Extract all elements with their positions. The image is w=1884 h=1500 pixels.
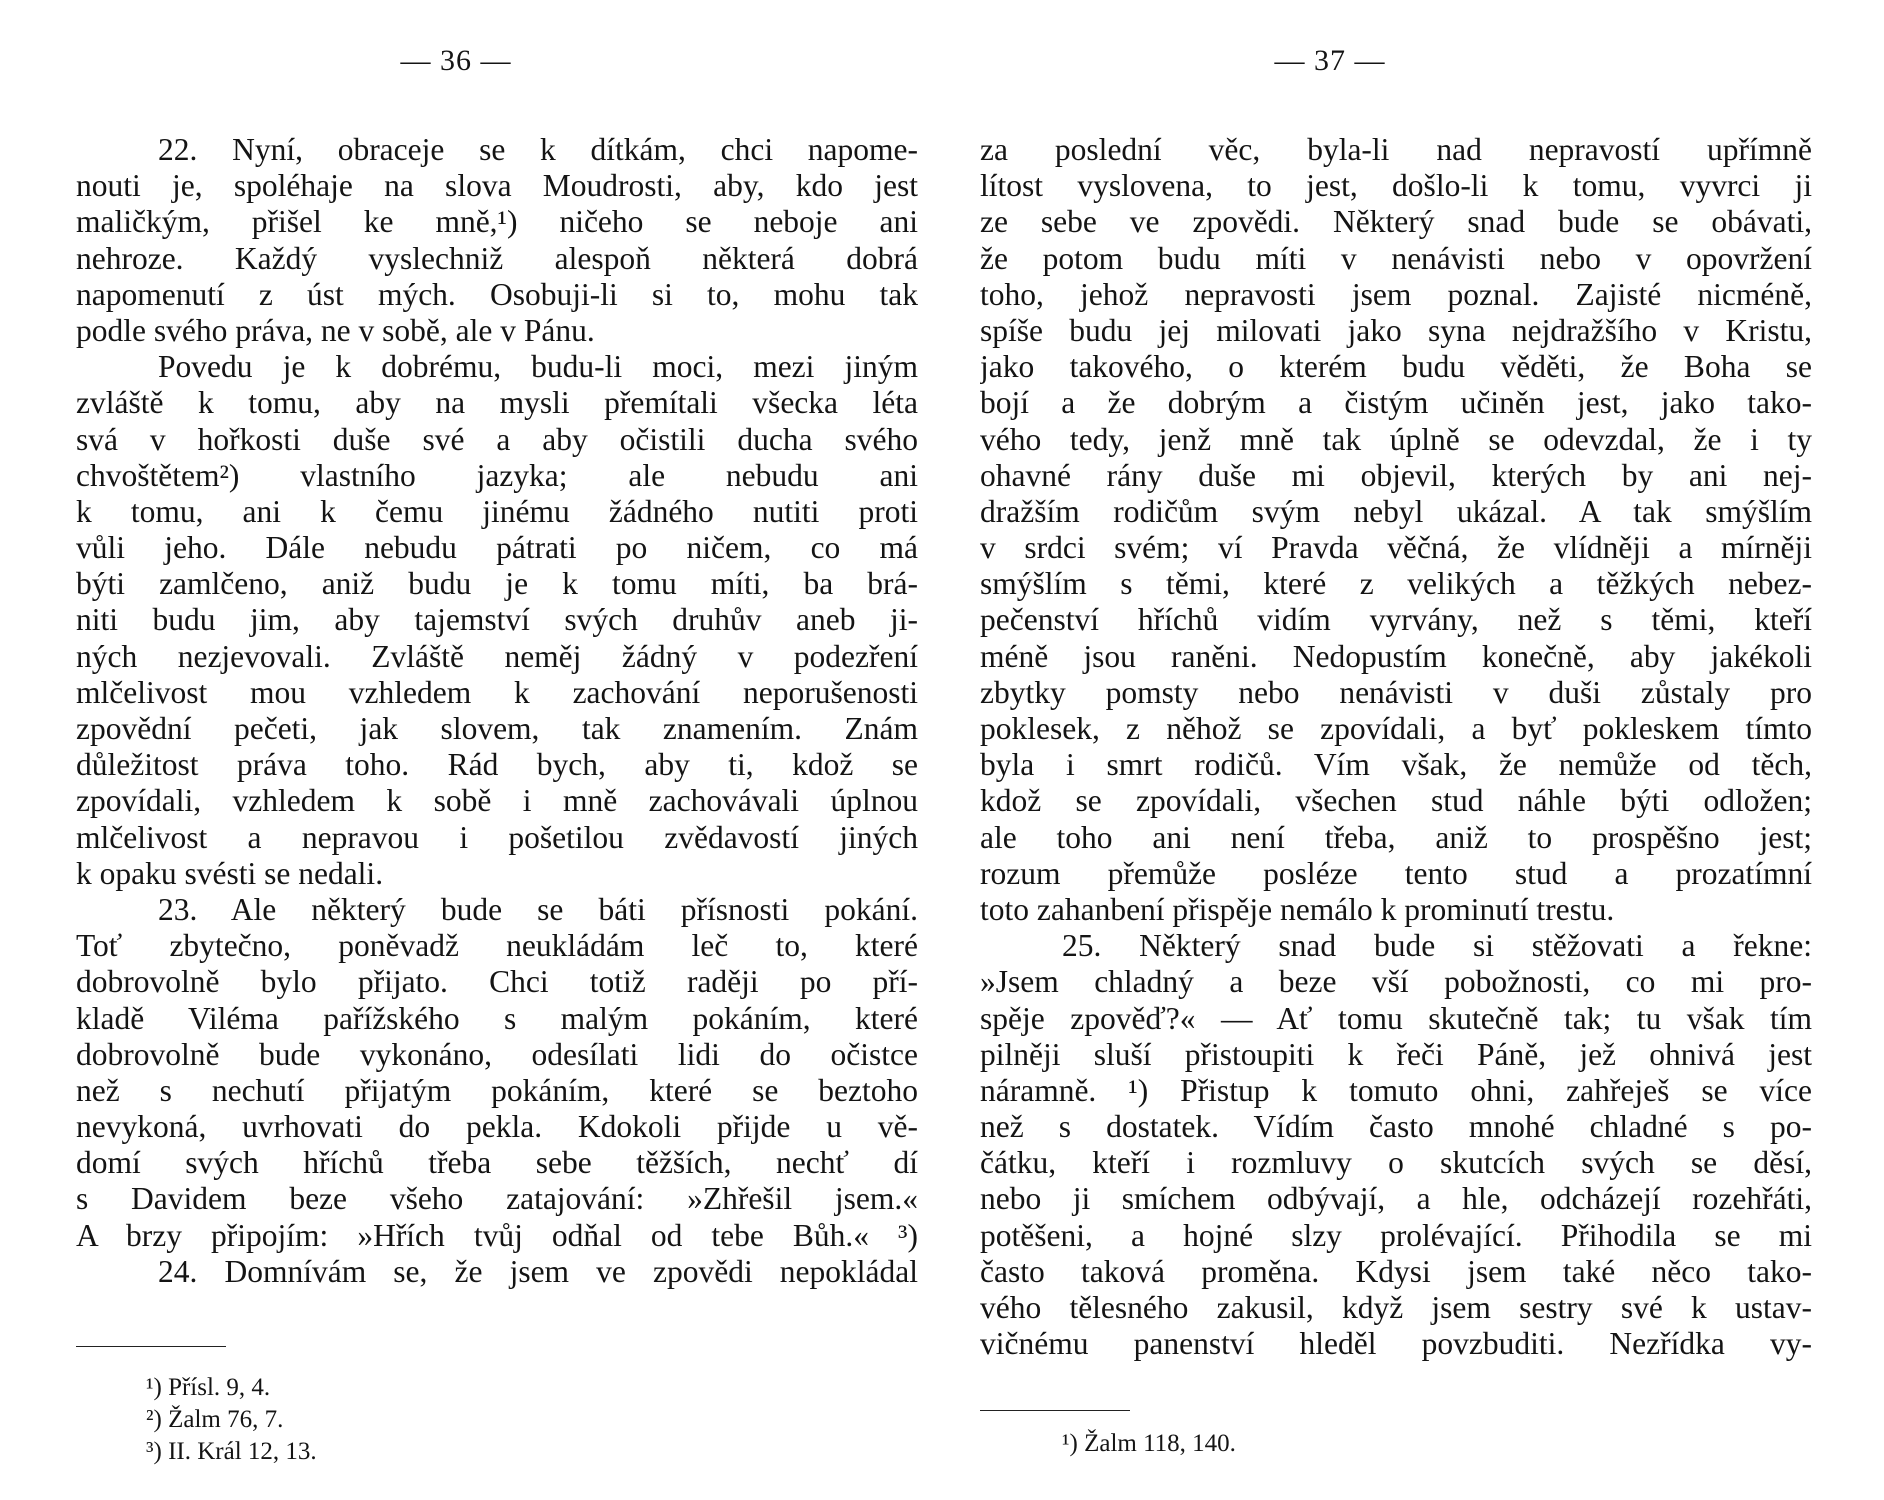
text-line: »Jsem chladný a beze vší pobožnosti, co mi pro-: [980, 964, 1812, 1000]
text-line: maličkým, přišel ke mně,¹) ničeho se neboje ani: [76, 204, 918, 240]
text-line: toho, jehož nepravosti jsem poznal. Zajisté nicméně,: [980, 276, 1812, 312]
text-line: v srdci svém; ví Pravda věčná, že vlídněji a mírněji: [980, 530, 1812, 566]
text-line: zpovědní pečeti, jak slovem, tak znamením. Znám: [76, 711, 918, 746]
text-line: k opaku svésti se nedali.: [76, 855, 384, 891]
footnote-rule-left: [76, 1346, 226, 1347]
text-line: rozum přemůže posléze tento stud a prozatímní: [980, 855, 1812, 891]
footnote: ¹) Přísl. 9, 4.: [146, 1374, 271, 1401]
text-line: toto zahanbení přispěje nemálo k prominutí trestu.: [980, 891, 1615, 927]
text-line: Povedu je k dobrému, budu-li moci, mezi jiným: [158, 349, 918, 385]
footnote: ¹) Žalm 118, 140.: [1062, 1430, 1236, 1457]
text-line: kladě Viléma pařížského s malým pokáním, které: [76, 1000, 918, 1036]
text-line: spěje zpověď?« — Ať tomu skutečně tak; tu však tím: [980, 1000, 1812, 1036]
text-line: čátku, kteří i rozmluvy o skutcích svých se děsí,: [980, 1145, 1812, 1181]
text-line: ohavné rány duše mi objevil, kterých by ani nej-: [980, 457, 1812, 493]
text-line: potěšeni, a hojné slzy prolévající. Přihodila se mi: [980, 1217, 1812, 1253]
left-body-text: [76, 132, 918, 1290]
text-line: že potom budu míti v nenávisti nebo v opovržení: [980, 240, 1812, 276]
text-line: 22. Nyní, obraceje se k dítkám, chci napome-: [158, 132, 918, 167]
left-page: [76, 0, 918, 1500]
page-number-left: — 36 —: [400, 44, 512, 77]
text-line: býti zamlčeno, aniž budu je k tomu míti, ba brá-: [76, 566, 918, 602]
text-line: bojí a že dobrým a čistým učiněn jest, jako tako-: [980, 385, 1812, 421]
text-line: 25. Některý snad bude si stěžovati a řekne:: [1062, 928, 1812, 964]
text-line: podle svého práva, ne v sobě, ale v Pánu.: [76, 312, 595, 348]
text-line: nouti je, spoléhaje na slova Moudrosti, aby, kdo jest: [76, 168, 918, 204]
text-line: vičnému panenství hleděl povzbuditi. Nezřídka vy-: [980, 1326, 1812, 1362]
text-line: vůli jeho. Dále nebudu pátrati po ničem, co má: [76, 530, 918, 566]
text-line: vého tělesného zakusil, když jsem sestry své k ustav-: [980, 1290, 1812, 1325]
right-page: [980, 0, 1812, 1500]
text-line: ných nezjevovali. Zvláště neměj žádný v podezření: [76, 638, 918, 674]
text-line: 24. Domnívám se, že jsem ve zpovědi nepokládal: [158, 1253, 918, 1289]
text-line: vého tedy, jenž mně tak úplně se odevzdal, že i ty: [980, 421, 1812, 457]
text-line: nevykoná, uvrhovati do pekla. Kdokoli přijde u vě-: [76, 1109, 918, 1145]
footnote-rule-right: [980, 1410, 1130, 1411]
text-line: zvláště k tomu, aby na mysli přemítali všecka léta: [76, 385, 918, 421]
text-line: zbytky pomsty nebo nenávisti v duši zůstaly pro: [980, 674, 1812, 710]
text-line: A brzy připojím: »Hřích tvůj odňal od tebe Bůh.« ³): [76, 1217, 918, 1253]
text-line: důležitost práva toho. Rád bych, aby ti, kdož se: [76, 747, 918, 783]
text-line: ale toho ani není třeba, aniž to prospěšno jest;: [980, 819, 1812, 855]
text-line: chvoštětem²) vlastního jazyka; ale nebudu ani: [76, 457, 918, 493]
text-line: 23. Ale některý bude se báti přísnosti pokání.: [158, 891, 918, 927]
text-line: lítost vyslovena, to jest, došlo-li k tomu, vyvrci ji: [980, 168, 1812, 204]
text-line: jako takového, o kterém budu věděti, že Boha se: [980, 349, 1812, 385]
right-body-text: [980, 132, 1812, 1362]
text-line: napomenutí z úst mých. Osobuji-li si to, mohu tak: [76, 276, 918, 312]
text-line: s Davidem beze všeho zatajování: »Zhřešil jsem.«: [76, 1181, 918, 1217]
text-line: nehroze. Každý vyslechniž alespoň některá dobrá: [76, 240, 918, 276]
text-line: svá v hořkosti duše své a aby očistili ducha svého: [76, 421, 918, 457]
text-line: dobrovolně bylo přijato. Chci totiž raději po pří-: [76, 964, 918, 1000]
text-line: dobrovolně bude vykonáno, odesílati lidi do očistce: [76, 1036, 918, 1072]
text-line: než s nechutí přijatým pokáním, které se beztoho: [76, 1072, 918, 1108]
left-footnotes: [146, 1372, 317, 1468]
text-line: pečenství hříchů vidím vyrvány, než s těmi, kteří: [980, 602, 1812, 638]
footnote: ²) Žalm 76, 7.: [146, 1406, 284, 1433]
text-line: byla i smrt rodičů. Vím však, že nemůže od těch,: [980, 747, 1812, 783]
text-line: ze sebe ve zpovědi. Některý snad bude se obávati,: [980, 204, 1812, 240]
text-line: poklesek, z něhož se zpovídali, a byť pokleskem tímto: [980, 711, 1812, 746]
text-line: k tomu, ani k čemu jinému žádného nutiti proti: [76, 493, 918, 529]
text-line: zpovídali, vzhledem k sobě i mně zachovávali úplnou: [76, 783, 918, 819]
text-line: než s dostatek. Vídím často mnohé chladné s po-: [980, 1109, 1812, 1145]
footnote: ³) II. Král 12, 13.: [146, 1438, 317, 1465]
page-number-right: — 37 —: [1274, 44, 1386, 77]
text-line: často taková proměna. Kdysi jsem také něco tako-: [980, 1253, 1812, 1289]
text-line: mlčelivost a nepravou i pošetilou zvědavostí jiných: [76, 819, 918, 855]
text-line: méně jsou raněni. Nedopustím konečně, aby jakékoli: [980, 638, 1812, 674]
text-line: náramně. ¹) Přistup k tomuto ohni, zahřeješ se více: [980, 1072, 1812, 1108]
text-line: niti budu jim, aby tajemství svých druhův aneb ji-: [76, 602, 918, 638]
text-line: nebo ji smíchem odbývají, a hle, odcházejí rozehřáti,: [980, 1181, 1812, 1217]
text-line: spíše budu jej milovati jako syna nejdražšího v Kristu,: [980, 312, 1812, 348]
text-line: smýšlím s těmi, které z velikých a těžkých nebez-: [980, 566, 1812, 602]
text-line: domí svých hříchů třeba sebe těžších, nechť dí: [76, 1145, 918, 1181]
text-line: kdož se zpovídali, všechen stud náhle býti odložen;: [980, 783, 1812, 819]
text-line: za poslední věc, byla-li nad nepravostí upřímně: [980, 132, 1812, 167]
text-line: pilněji sluší přistoupiti k řeči Páně, jež ohnivá jest: [980, 1036, 1812, 1072]
text-line: Toť zbytečno, poněvadž neukládám leč to, které: [76, 928, 918, 964]
text-line: dražším rodičům svým nebyl ukázal. A tak smýšlím: [980, 493, 1812, 529]
right-footnotes: [1062, 1428, 1236, 1460]
text-line: mlčelivost mou vzhledem k zachování neporušenosti: [76, 674, 918, 710]
